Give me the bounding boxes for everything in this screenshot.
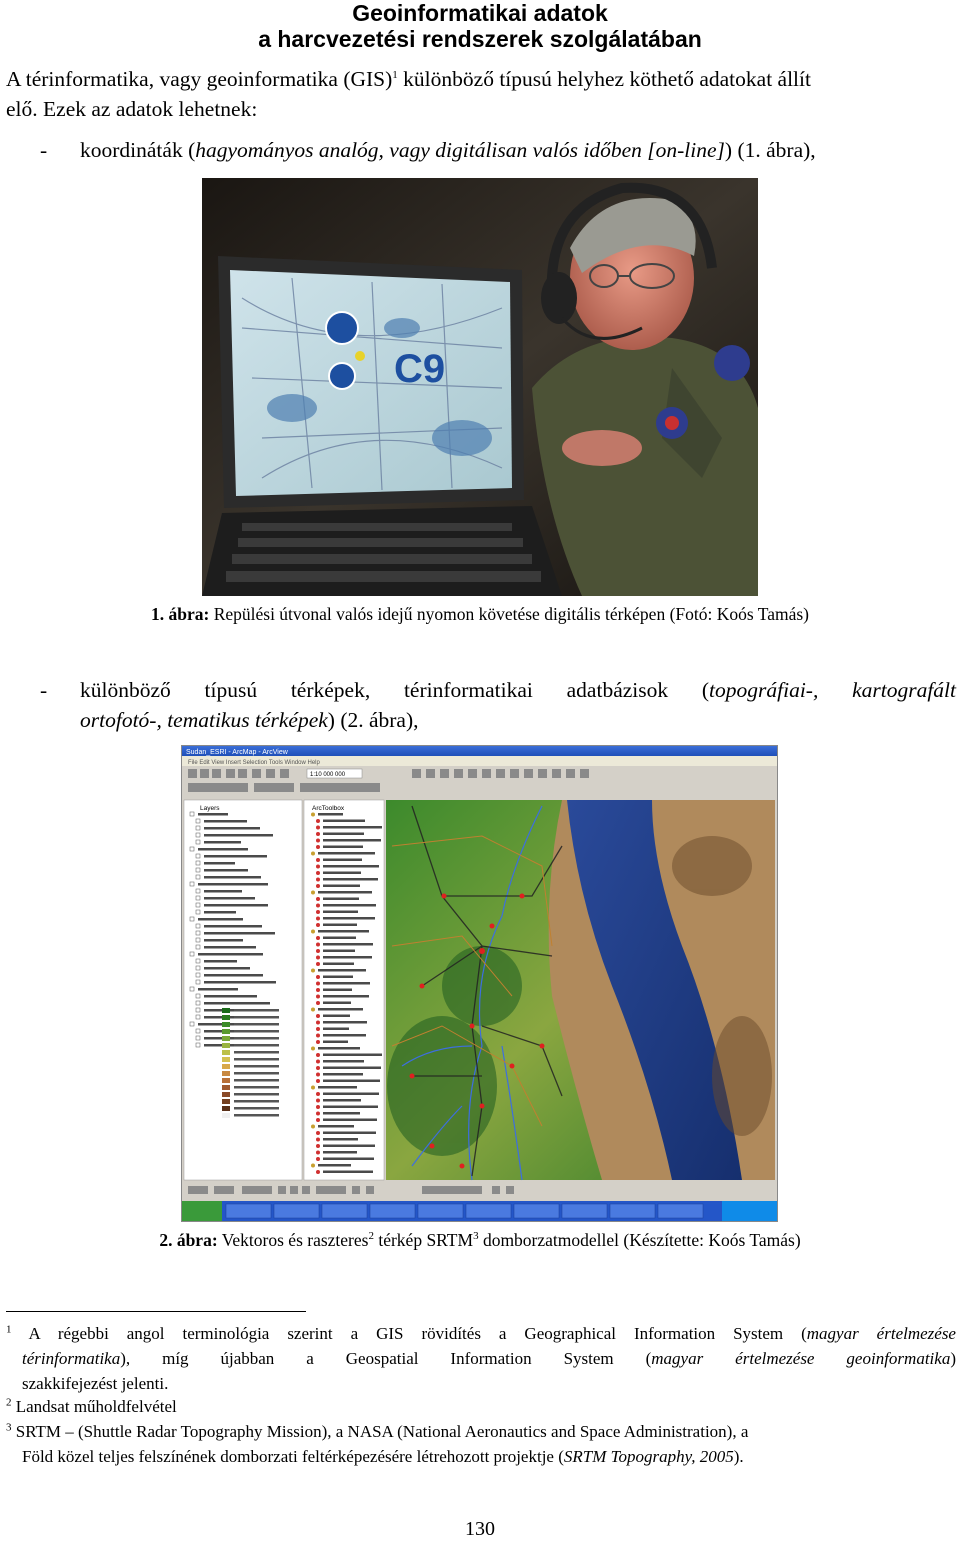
- toolbox-label-line: [323, 1132, 376, 1135]
- toolbox-label-line: [323, 1073, 363, 1076]
- layer-label-line: [204, 890, 242, 893]
- figure1-caption-text: Repülési útvonal valós idejű nyomon követése digitális térképen (Fotó: Koós Tamás): [209, 604, 809, 624]
- layer-label-line: [204, 911, 236, 914]
- toolbox-label-line: [318, 969, 366, 972]
- toolbox-label-line: [323, 859, 362, 862]
- legend-swatch: [222, 1015, 230, 1020]
- legend-label-line: [234, 1023, 279, 1026]
- legend-swatch: [222, 1099, 230, 1104]
- legend-swatch: [222, 1085, 230, 1090]
- toolbox-tool-icon[interactable]: [316, 1014, 320, 1018]
- figure1-photo: [202, 178, 758, 596]
- footnote2-text: Landsat műholdfelvétel: [11, 1397, 177, 1416]
- legend-swatch: [222, 1092, 230, 1097]
- toolbox-tool-icon[interactable]: [316, 910, 320, 914]
- toolbox-tool-icon[interactable]: [316, 832, 320, 836]
- legend-label-line: [234, 1093, 279, 1096]
- toolbox-label-line: [323, 1034, 366, 1037]
- legend-label-line: [234, 1058, 279, 1061]
- toolbox-label-line: [323, 1067, 381, 1070]
- toolbox-tool-icon[interactable]: [316, 956, 320, 960]
- bullet2-text-a: különböző típusú térképek, térinformatikai adatbázisok (: [80, 678, 710, 702]
- toolbox-tool-icon[interactable]: [316, 1073, 320, 1077]
- layer-label-line: [204, 981, 276, 984]
- toolbox-tool-icon[interactable]: [316, 923, 320, 927]
- toolbox-tool-icon[interactable]: [311, 930, 315, 934]
- bullet-dash-2: -: [40, 678, 48, 702]
- layer-label-line: [204, 862, 235, 865]
- bullet2-text-italic-b: ortofotó-, tematikus térképek: [80, 708, 328, 732]
- toolbox-label-line: [323, 839, 381, 842]
- toolbox-label-line: [323, 833, 364, 836]
- layer-label-line: [204, 876, 261, 879]
- toolbox-label-line: [318, 1164, 351, 1167]
- toolbox-tool-icon[interactable]: [316, 884, 320, 888]
- footnote3-text-b: Föld közel teljes felszínének domborzati feltérképezésére létrehozott projektje (: [22, 1447, 564, 1466]
- toolbox-label-line: [323, 898, 359, 901]
- footnote3-italic: SRTM Topography, 2005: [563, 1447, 734, 1466]
- toolbox-label-line: [318, 1008, 363, 1011]
- legend-label-line: [234, 1016, 279, 1019]
- toolbox-tool-icon[interactable]: [316, 962, 320, 966]
- legend-label-line: [234, 1079, 279, 1082]
- toolbox-tool-icon[interactable]: [316, 1112, 320, 1116]
- toolbox-label-line: [323, 1151, 357, 1154]
- bullet-item-1: [80, 135, 950, 165]
- toolbox-label-line: [323, 1099, 361, 1102]
- toolbox-label-line: [323, 1060, 364, 1063]
- legend-label-line: [234, 1114, 279, 1117]
- layer-label-line: [204, 925, 262, 928]
- toolbox-label-line: [323, 963, 354, 966]
- toolbox-tool-icon[interactable]: [311, 1164, 315, 1168]
- layer-label-line: [204, 841, 241, 844]
- footnote1-italic-b: térinformatika: [22, 1349, 121, 1368]
- layer-label-line: [204, 869, 248, 872]
- layer-label-line: [204, 974, 263, 977]
- toolbox-panel-title: ArcToolbox: [312, 805, 345, 812]
- toolbox-tool-icon[interactable]: [316, 1060, 320, 1064]
- legend-label-line: [234, 1044, 279, 1047]
- figure2-label: 2. ábra:: [159, 1230, 218, 1250]
- legend-label-line: [234, 1086, 279, 1089]
- toolbox-label-line: [323, 982, 370, 985]
- footnote-2: [6, 1394, 956, 1419]
- layer-label-line: [198, 848, 248, 851]
- arcmap-scale-box: 1:10 000 000: [310, 772, 346, 778]
- layer-label-line: [204, 820, 247, 823]
- toolbox-tool-icon[interactable]: [311, 852, 315, 856]
- toolbox-tool-icon[interactable]: [316, 975, 320, 979]
- layer-label-line: [204, 855, 267, 858]
- layer-label-line: [204, 1002, 270, 1005]
- layer-label-line: [204, 946, 256, 949]
- legend-swatch: [222, 1064, 230, 1069]
- footnote1-text-c: szakkifejezést jelenti.: [22, 1374, 169, 1393]
- toolbox-tool-icon[interactable]: [316, 1131, 320, 1135]
- toolbox-tool-icon[interactable]: [316, 1151, 320, 1155]
- legend-swatch: [222, 1029, 230, 1034]
- svg-text:File Edit View Insert Sele: File Edit View Insert Selection Tools Window Help: [188, 760, 320, 766]
- bullet-item-2-line2: [80, 705, 950, 735]
- legend-label-line: [234, 1009, 279, 1012]
- toolbox-tool-icon[interactable]: [311, 813, 315, 817]
- toolbox-label-line: [323, 956, 372, 959]
- toolbox-label-line: [318, 852, 375, 855]
- footnote-number: 1: [6, 1323, 12, 1336]
- figure2-screenshot: [181, 745, 778, 1222]
- toolbox-tool-icon[interactable]: [316, 949, 320, 953]
- toolbox-label-line: [323, 1119, 377, 1122]
- legend-label-line: [234, 1051, 279, 1054]
- layer-label-line: [198, 988, 238, 991]
- layer-label-line: [204, 904, 268, 907]
- layer-label-line: [204, 932, 275, 935]
- footnote-separator: [6, 1311, 306, 1312]
- toolbox-label-line: [323, 976, 353, 979]
- toolbox-label-line: [323, 904, 376, 907]
- toolbox-label-line: [323, 924, 357, 927]
- toolbox-tool-icon[interactable]: [316, 995, 320, 999]
- layer-label-line: [204, 897, 255, 900]
- legend-swatch: [222, 1050, 230, 1055]
- legend-label-line: [234, 1065, 279, 1068]
- legend-swatch: [222, 1057, 230, 1062]
- toolbox-tool-icon[interactable]: [316, 1144, 320, 1148]
- footnote1-italic-a: magyar értelmezése: [806, 1324, 956, 1343]
- layer-label-line: [204, 939, 243, 942]
- toolbox-label-line: [323, 826, 382, 829]
- figure1-label: 1. ábra:: [150, 604, 210, 624]
- toolbox-tool-icon[interactable]: [311, 1008, 315, 1012]
- intro-text-2: különböző típusú helyhez köthető adatokat állít: [397, 67, 811, 91]
- toolbox-tool-icon[interactable]: [311, 1125, 315, 1129]
- legend-swatch: [222, 1078, 230, 1083]
- footnote3-text-b-end: ).: [733, 1447, 744, 1466]
- legend-swatch: [222, 1106, 230, 1111]
- toolbox-tool-icon[interactable]: [316, 1021, 320, 1025]
- footnote-3-line1: [6, 1419, 956, 1444]
- footnote1-text-b: ), míg újabban a Geospatial Information System (: [120, 1349, 652, 1368]
- toolbox-tool-icon[interactable]: [316, 878, 320, 882]
- footnote-ref-3: 3: [473, 1230, 479, 1243]
- toolbox-tool-icon[interactable]: [316, 1170, 320, 1174]
- toolbox-label-line: [323, 1106, 378, 1109]
- toolbox-tool-icon[interactable]: [316, 826, 320, 830]
- toolbox-tool-icon[interactable]: [316, 1034, 320, 1038]
- toolbox-label-line: [318, 1047, 360, 1050]
- footnote1-italic-c: magyar értelmezése geoinformatika: [651, 1349, 951, 1368]
- toolbox-tool-icon[interactable]: [316, 1157, 320, 1161]
- legend-swatch: [222, 1022, 230, 1027]
- legend-label-line: [234, 1030, 279, 1033]
- figure2-caption-c: domborzatmodellel (Készítette: Koós Tamás): [478, 1230, 801, 1250]
- footnote-1-line3: [22, 1371, 956, 1396]
- toolbox-label-line: [323, 865, 379, 868]
- layer-label-line: [198, 813, 228, 816]
- toolbox-tool-icon[interactable]: [316, 1079, 320, 1083]
- arcmap-window-title: Sudan_ESRI - ArcMap - ArcView: [186, 749, 288, 756]
- toolbox-tool-icon[interactable]: [316, 871, 320, 875]
- toolbox-label-line: [323, 911, 358, 914]
- toolbox-label-line: [323, 989, 352, 992]
- toolbox-label-line: [323, 878, 378, 881]
- toolbox-label-line: [323, 1138, 358, 1141]
- toolbox-tool-icon[interactable]: [316, 1040, 320, 1044]
- legend-swatch: [222, 1036, 230, 1041]
- toolbox-tool-icon[interactable]: [311, 1047, 315, 1051]
- intro-text-3: elő. Ezek az adatok lehetnek:: [6, 97, 258, 121]
- toolbox-label-line: [323, 1021, 367, 1024]
- footnote-ref-2: 2: [368, 1230, 374, 1243]
- page-title-line2: a harcvezetési rendszerek szolgálatában: [258, 26, 702, 52]
- toolbox-tool-icon[interactable]: [316, 988, 320, 992]
- footnote-1-line1: [6, 1321, 956, 1346]
- toolbox-label-line: [323, 1054, 382, 1057]
- figure2-caption-a: Vektoros és raszteres: [217, 1230, 369, 1250]
- legend-label-line: [234, 1107, 279, 1110]
- toolbox-label-line: [318, 930, 369, 933]
- toolbox-tool-icon[interactable]: [316, 982, 320, 986]
- figure2-caption: [0, 1230, 960, 1251]
- figure1-caption: [0, 604, 960, 625]
- toolbox-label-line: [323, 937, 356, 940]
- toolbox-label-line: [323, 1002, 351, 1005]
- toolbox-label-line: [323, 872, 361, 875]
- toolbox-label-line: [323, 950, 355, 953]
- toolbox-tool-icon[interactable]: [316, 839, 320, 843]
- footnote1-text-b-end: ): [950, 1349, 956, 1368]
- toolbox-tool-icon[interactable]: [316, 904, 320, 908]
- toolbox-tool-icon[interactable]: [316, 1118, 320, 1122]
- bullet1-text-italic: hagyományos analóg, vagy digitálisan valós időben [on-line]: [195, 138, 725, 162]
- footnote3-text-a: SRTM – (Shuttle Radar Topography Mission), a NASA (National Aeronautics and Space Administration), a: [11, 1422, 749, 1441]
- footnote-number: 3: [6, 1421, 12, 1434]
- toolbox-tool-icon[interactable]: [316, 943, 320, 947]
- toolbox-label-line: [323, 995, 369, 998]
- toolbox-label-line: [323, 820, 365, 823]
- layer-label-line: [198, 918, 243, 921]
- legend-label-line: [234, 1037, 279, 1040]
- toolbox-tool-icon[interactable]: [316, 1138, 320, 1142]
- bullet1-text-a: koordináták (: [80, 138, 196, 162]
- intro-paragraph: [6, 64, 956, 124]
- toolbox-label-line: [323, 1158, 374, 1161]
- legend-swatch: [222, 1043, 230, 1048]
- toolbox-label-line: [323, 846, 363, 849]
- intro-text-1: A térinformatika, vagy geoinformatika (GIS): [6, 67, 393, 91]
- toolbox-label-line: [318, 813, 343, 816]
- layer-label-line: [204, 967, 250, 970]
- toolbox-tool-icon[interactable]: [311, 969, 315, 973]
- toolbox-label-line: [323, 1080, 380, 1083]
- layer-label-line: [204, 834, 273, 837]
- toolbox-tool-icon[interactable]: [316, 845, 320, 849]
- toolbox-tool-icon[interactable]: [316, 1105, 320, 1109]
- footnote1-text-a: A régebbi angol terminológia szerint a GIS rövidítés a Geographical Information System (: [11, 1324, 807, 1343]
- toolbox-tool-icon[interactable]: [316, 865, 320, 869]
- layer-label-line: [204, 827, 260, 830]
- footnote-1-line2: [22, 1346, 956, 1371]
- layer-label-line: [198, 953, 263, 956]
- figure2-caption-b: térkép SRTM: [373, 1230, 474, 1250]
- layers-panel-title: Layers: [200, 805, 220, 812]
- toolbox-label-line: [323, 1041, 348, 1044]
- toolbox-label-line: [323, 1028, 349, 1031]
- toolbox-tool-icon[interactable]: [316, 1053, 320, 1057]
- toolbox-label-line: [323, 1145, 375, 1148]
- bullet-dash-1: -: [40, 138, 48, 162]
- toolbox-label-line: [318, 1086, 357, 1089]
- toolbox-tool-icon[interactable]: [316, 1001, 320, 1005]
- bullet1-text-b: ) (1. ábra),: [724, 138, 816, 162]
- toolbox-tool-icon[interactable]: [316, 897, 320, 901]
- toolbox-tool-icon[interactable]: [316, 1027, 320, 1031]
- footnote-3-line2: [22, 1444, 956, 1469]
- toolbox-label-line: [323, 885, 360, 888]
- toolbox-tool-icon[interactable]: [316, 819, 320, 823]
- page-title-line1: Geoinformatikai adatok: [352, 0, 608, 26]
- toolbox-tool-icon[interactable]: [311, 1086, 315, 1090]
- toolbox-label-line: [318, 1125, 354, 1128]
- legend-swatch: [222, 1071, 230, 1076]
- bullet-item-2-line1: [80, 675, 956, 705]
- toolbox-label-line: [323, 1093, 379, 1096]
- toolbox-tool-icon[interactable]: [316, 936, 320, 940]
- toolbox-label-line: [323, 1171, 373, 1174]
- page-number: 130: [465, 1518, 495, 1540]
- screen-label: C9: [394, 347, 446, 391]
- toolbox-tool-icon[interactable]: [316, 1099, 320, 1103]
- legend-label-line: [234, 1072, 279, 1075]
- toolbox-tool-icon[interactable]: [311, 891, 315, 895]
- footnote-number: 2: [6, 1396, 12, 1409]
- layer-label-line: [204, 960, 237, 963]
- layer-label-line: [204, 995, 257, 998]
- layer-label-line: [198, 883, 268, 886]
- toolbox-tool-icon[interactable]: [316, 1092, 320, 1096]
- toolbox-label-line: [323, 1015, 350, 1018]
- footnote-ref-1: 1: [392, 68, 398, 81]
- legend-label-line: [234, 1100, 279, 1103]
- layer-label-line: [204, 1009, 238, 1012]
- bullet2-text-b: ) (2. ábra),: [327, 708, 419, 732]
- toolbox-tool-icon[interactable]: [316, 1066, 320, 1070]
- legend-swatch: [222, 1113, 230, 1118]
- toolbox-label-line: [323, 917, 375, 920]
- toolbox-label-line: [323, 943, 373, 946]
- toolbox-tool-icon[interactable]: [316, 917, 320, 921]
- legend-swatch: [222, 1008, 230, 1013]
- toolbox-tool-icon[interactable]: [316, 858, 320, 862]
- toolbox-label-line: [323, 1112, 360, 1115]
- bullet2-text-italic-a: topográfiai-, kartografált: [709, 678, 957, 702]
- toolbox-label-line: [318, 891, 372, 894]
